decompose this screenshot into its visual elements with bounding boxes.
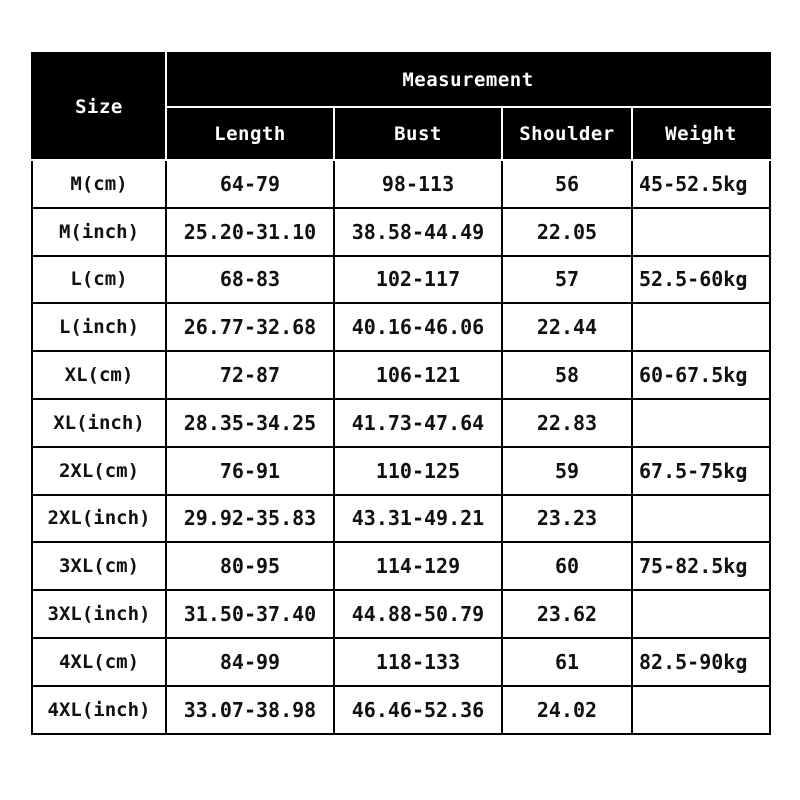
weight-cell: 45-52.5kg: [632, 160, 770, 208]
shoulder-cell: 23.62: [502, 590, 632, 638]
shoulder-cell: 60: [502, 542, 632, 590]
size-cell: 2XL(cm): [32, 447, 166, 495]
length-cell: 26.77-32.68: [166, 303, 334, 351]
size-chart-table: [31, 52, 771, 735]
length-cell: 28.35-34.25: [166, 399, 334, 447]
weight-cell: 67.5-75kg: [632, 447, 770, 495]
table-body: [32, 160, 770, 734]
size-cell: 4XL(cm): [32, 638, 166, 686]
table-header: [32, 53, 770, 160]
table-row: [32, 447, 770, 495]
table-row: [32, 399, 770, 447]
weight-cell: [632, 590, 770, 638]
length-cell: 72-87: [166, 351, 334, 399]
length-cell: 80-95: [166, 542, 334, 590]
table-row: [32, 638, 770, 686]
table-row: [32, 495, 770, 543]
weight-cell: [632, 399, 770, 447]
bust-column-header: Bust: [334, 107, 502, 160]
size-column-header: Size: [32, 53, 166, 160]
bust-cell: 38.58-44.49: [334, 208, 502, 256]
table-row: [32, 351, 770, 399]
size-cell: L(inch): [32, 303, 166, 351]
table-row: [32, 590, 770, 638]
weight-cell: [632, 303, 770, 351]
size-cell: XL(cm): [32, 351, 166, 399]
shoulder-cell: 58: [502, 351, 632, 399]
table-row: [32, 542, 770, 590]
size-cell: 3XL(inch): [32, 590, 166, 638]
weight-cell: 82.5-90kg: [632, 638, 770, 686]
table-row: [32, 160, 770, 208]
bust-cell: 46.46-52.36: [334, 686, 502, 734]
bust-cell: 106-121: [334, 351, 502, 399]
bust-cell: 40.16-46.06: [334, 303, 502, 351]
size-cell: XL(inch): [32, 399, 166, 447]
size-cell: L(cm): [32, 256, 166, 304]
length-cell: 25.20-31.10: [166, 208, 334, 256]
shoulder-column-header: Shoulder: [502, 107, 632, 160]
shoulder-cell: 59: [502, 447, 632, 495]
bust-cell: 114-129: [334, 542, 502, 590]
length-cell: 76-91: [166, 447, 334, 495]
table-row: [32, 208, 770, 256]
weight-cell: [632, 686, 770, 734]
measurement-group-header: Measurement: [166, 53, 770, 107]
header-row-top: [32, 53, 770, 107]
table-row: [32, 303, 770, 351]
bust-cell: 98-113: [334, 160, 502, 208]
weight-cell: 75-82.5kg: [632, 542, 770, 590]
size-cell: 2XL(inch): [32, 495, 166, 543]
shoulder-cell: 22.05: [502, 208, 632, 256]
length-cell: 29.92-35.83: [166, 495, 334, 543]
weight-column-header: Weight: [632, 107, 770, 160]
bust-cell: 44.88-50.79: [334, 590, 502, 638]
weight-cell: [632, 208, 770, 256]
weight-cell: 52.5-60kg: [632, 256, 770, 304]
length-cell: 84-99: [166, 638, 334, 686]
bust-cell: 118-133: [334, 638, 502, 686]
size-cell: M(cm): [32, 160, 166, 208]
shoulder-cell: 61: [502, 638, 632, 686]
size-cell: M(inch): [32, 208, 166, 256]
length-cell: 68-83: [166, 256, 334, 304]
shoulder-cell: 24.02: [502, 686, 632, 734]
size-cell: 3XL(cm): [32, 542, 166, 590]
shoulder-cell: 56: [502, 160, 632, 208]
shoulder-cell: 23.23: [502, 495, 632, 543]
length-cell: 64-79: [166, 160, 334, 208]
weight-cell: 60-67.5kg: [632, 351, 770, 399]
table-row: [32, 686, 770, 734]
bust-cell: 41.73-47.64: [334, 399, 502, 447]
size-cell: 4XL(inch): [32, 686, 166, 734]
shoulder-cell: 22.83: [502, 399, 632, 447]
shoulder-cell: 57: [502, 256, 632, 304]
length-cell: 31.50-37.40: [166, 590, 334, 638]
shoulder-cell: 22.44: [502, 303, 632, 351]
length-cell: 33.07-38.98: [166, 686, 334, 734]
weight-cell: [632, 495, 770, 543]
length-column-header: Length: [166, 107, 334, 160]
bust-cell: 43.31-49.21: [334, 495, 502, 543]
bust-cell: 110-125: [334, 447, 502, 495]
table-row: [32, 256, 770, 304]
bust-cell: 102-117: [334, 256, 502, 304]
